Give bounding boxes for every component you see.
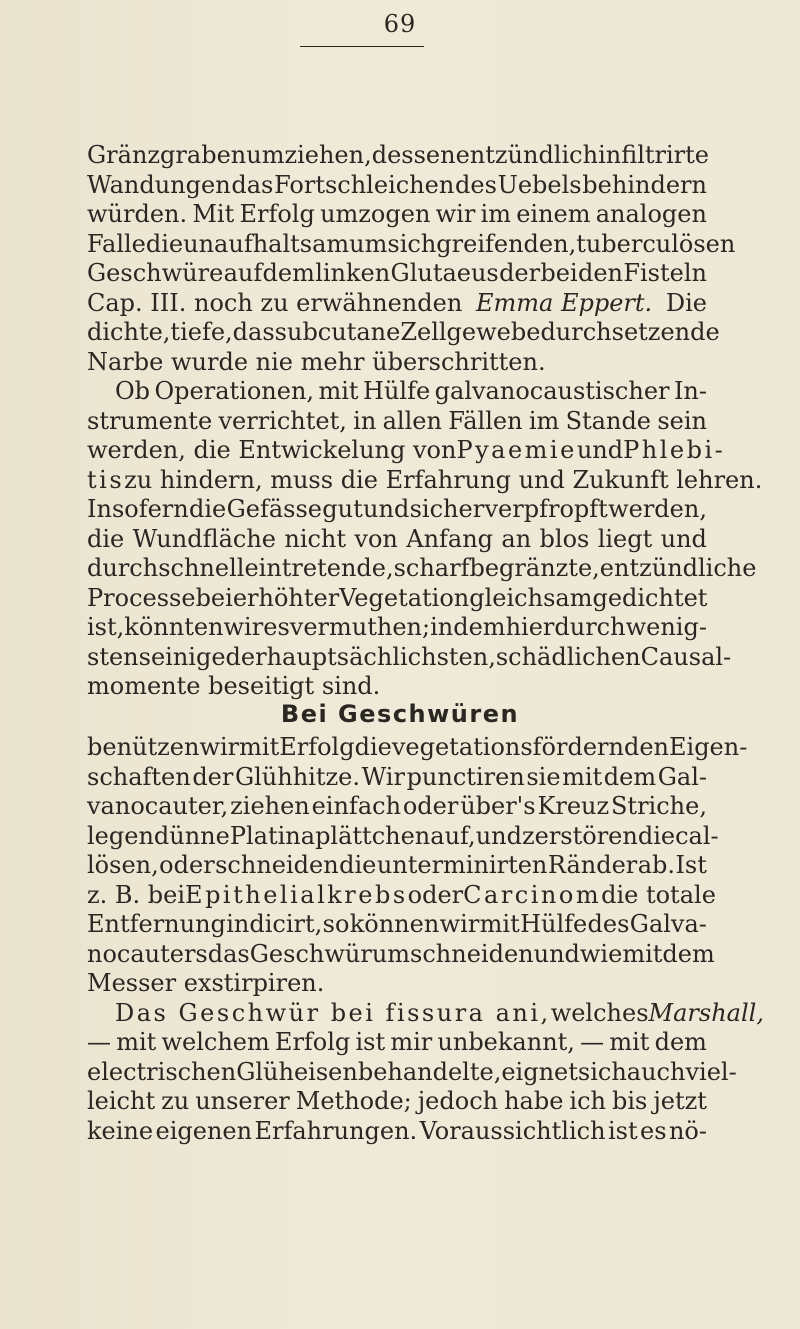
text-line: legen dünne Platinaplättchen auf, und zerstören die cal- <box>87 821 719 850</box>
text-line: nocauters das Geschwür umschneiden und wie mit dem <box>87 939 715 968</box>
text-line: vanocauter, ziehen einfach oder über's Kreuz Striche, <box>87 792 707 820</box>
text-line: leicht zu unserer Methode; jedoch habe ich bis jetzt <box>87 1087 707 1115</box>
header-rule <box>300 46 424 47</box>
term-pyaemie: Pyaemie <box>456 436 577 464</box>
person-name-emma-eppert: Emma Eppert. <box>475 288 653 317</box>
text-line: Insofern die Gefässe gut und sicher verpfropft werden, <box>87 495 707 523</box>
text-line: werden, die Entwickelung von Pyaemie und Phlebi- <box>87 436 726 464</box>
text-line: Falle die unaufhaltsam um sich greifenden, tuberculösen <box>87 229 736 258</box>
term-phlebitis-part2: tis <box>87 465 125 494</box>
term-phlebitis-part1: Phlebi- <box>623 436 726 464</box>
page-number: 69 <box>383 10 417 38</box>
text-line: electrischen Glüheisen behandelte, eignet sich auch viel- <box>87 1057 737 1086</box>
term-fissura-ani: Das Geschwür bei fissura ani, <box>115 998 551 1027</box>
text-line: Messer exstirpiren. <box>87 969 325 997</box>
text-line: benützen wir mit Erfolg die vegetationsfördernden Eigen- <box>87 733 748 761</box>
text-line: durch schnell eintretende, scharf begränzte, entzündliche <box>87 554 757 582</box>
text-line: die Wundfläche nicht von Anfang an blos liegt und <box>87 524 707 553</box>
text-block-lower <box>87 733 764 1146</box>
text-line: dichte, tiefe, das subcutane Zellgewebe durchsetzende <box>87 318 720 346</box>
person-name-marshall: Marshall, <box>648 998 764 1027</box>
text-line: Narbe wurde nie mehr überschritten. <box>87 347 546 376</box>
text-block-upper <box>87 141 763 702</box>
text-line: würden. Mit Erfolg umzogen wir im einem analogen <box>87 200 707 228</box>
term-carcinom: Carcinom <box>463 880 602 909</box>
text-line: Das Geschwür bei fissura ani, welches Marshall, <box>115 998 764 1027</box>
text-line: Geschwüre auf dem linken Glutaeus der bei den Fisteln <box>87 259 707 287</box>
text-line: — mit welchem Erfolg ist mir unbekannt, — mit dem <box>87 1028 707 1056</box>
text-line: lösen, oder schneiden die unterminirten Ränder ab. Ist <box>87 851 707 879</box>
text-line: Gränzgraben umziehen, dessen entzündlich infiltrirte <box>87 141 709 169</box>
text-line: Ob Operationen, mit Hülfe galvanocaustischer In- <box>115 377 707 405</box>
text-line: z. B. bei Epithelialkrebs oder Carcinom die totale <box>87 880 716 909</box>
term-epithelialkrebs: Epithelialkrebs <box>185 880 408 909</box>
text-line: stens einige der hauptsächlichsten, schädlichen Causal- <box>87 642 732 671</box>
section-heading: Bei Geschwüren <box>280 700 520 728</box>
text-line: Processe bei erhöhter Vegetation gleichsam gedichtet <box>87 583 708 612</box>
text-line: Entfernung indicirt, so können wir mit Hülfe des Galva- <box>87 910 707 938</box>
text-line: Wandungen das Fortschleichen des Uebels behindern <box>87 170 707 199</box>
text-line: Cap. III. noch zu erwähnenden Emma Eppert. Die <box>87 288 707 317</box>
text-line: strumente verrichtet, in allen Fällen im Stande sein <box>87 406 707 435</box>
text-line: ist, könnten wir es vermuthen; indem hierdurch wenig- <box>87 613 707 641</box>
text-line: schaften der Glühhitze. Wir punctiren sie mit dem Gal- <box>87 762 707 791</box>
text-line: tis zu hindern, muss die Erfahrung und Zukunft lehren. <box>87 465 763 494</box>
text-line: momente beseitigt sind. <box>87 672 381 700</box>
text-line: keine eigenen Erfahrungen. Voraussichtlich ist es nö- <box>87 1116 707 1145</box>
